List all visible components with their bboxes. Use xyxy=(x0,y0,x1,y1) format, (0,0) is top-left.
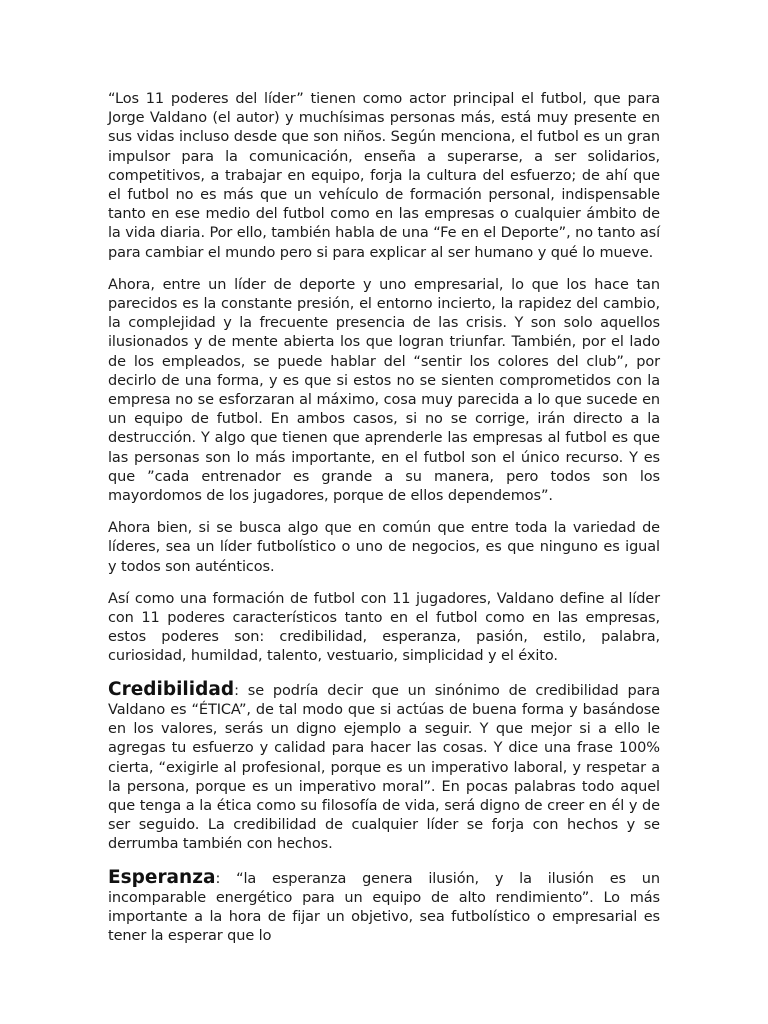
esperanza-term: Esperanza xyxy=(108,866,216,888)
credibilidad-term: Credibilidad xyxy=(108,678,235,700)
esperanza-text: : “la esperanza genera ilusión, y la ilusión es un incomparable energético para un equipo de alto rendimiento”. Lo más importante a la hora de fijar un objetivo, sea futbolístico o empresarial es tener la esperar que lo xyxy=(108,870,660,945)
eleven-powers-paragraph: Así como una formación de futbol con 11 jugadores, Valdano define al líder con 11 poderes característicos tanto en el futbol como en las empresas, estos poderes son: credibilidad, esperanza, pasión, estilo, palabra, curiosidad, humildad, talento, vestuario, simplicidad y el éxito. xyxy=(108,590,660,665)
intro-paragraph: “Los 11 poderes del líder” tienen como actor principal el futbol, que para Jorge Valdano (el autor) y muchísimas personas más, está muy presente en sus vidas incluso desde que son niños. Según menciona, el futbol es un gran impulsor para la comunicación, enseña a superarse, a ser solidarios, competitivos, a trabajar en equipo, forja la cultura del esfuerzo; de ahí que el futbol no es más que un vehículo de formación personal, indispensable tanto en ese medio del futbol como en las empresas o cualquier ámbito de la vida diaria. Por ello, también habla de una “Fe en el Deporte”, no tanto así para cambiar el mundo pero si para explicar al ser humano y qué lo mueve. xyxy=(108,91,660,261)
credibilidad-section xyxy=(108,680,660,855)
authenticity-paragraph: Ahora bien, si se busca algo que en común que entre toda la variedad de líderes, sea un líder futbolístico o uno de negocios, es que ninguno es igual y todos son auténticos. xyxy=(108,520,660,575)
credibilidad-text: : se podría decir que un sinónimo de credibilidad para Valdano es “ÉTICA”, de tal modo que si actúas de buena forma y basándose en los valores, serás un digno ejemplo a seguir. Y que mejor si a ello le agregas tu esfuerzo y calidad para hacer las cosas. Y dice una frase 100% cierta, “exigirle al profesional, porque es un imperativo laboral, y respetar a la persona, porque es un imperativo moral”. En pocas palabras todo aquel que tenga a la ética como su filosofía de vida, será digno de creer en él y de ser seguido. La credibilidad de cualquier líder se forja con hechos y se derrumba también con hechos. xyxy=(108,682,660,853)
esperanza-section xyxy=(108,868,660,947)
leaders-comparison-paragraph: Ahora, entre un líder de deporte y uno empresarial, lo que los hace tan parecidos es la constante presión, el entorno incierto, la rapidez del cambio, la complejidad y la frecuente presencia de las crisis. Y son solo aquellos ilusionados y de mente abierta los que logran triunfar. También, por el lado de los empleados, se puede hablar del “sentir los colores del club”, por decirlo de una forma, y es que si estos no se sienten comprometidos con la empresa no se esforzaran al máximo, cosa muy parecida a lo que sucede en un equipo de futbol. En ambos casos, si no se corrige, irán directo a la destrucción. Y algo que tienen que aprenderle las empresas al futbol es que las personas son lo más importante, en el futbol son el único recurso. Y es que ”cada entrenador es grande a su manera, pero todos son los mayordomos de los jugadores, porque de ellos dependemos”. xyxy=(108,276,660,505)
